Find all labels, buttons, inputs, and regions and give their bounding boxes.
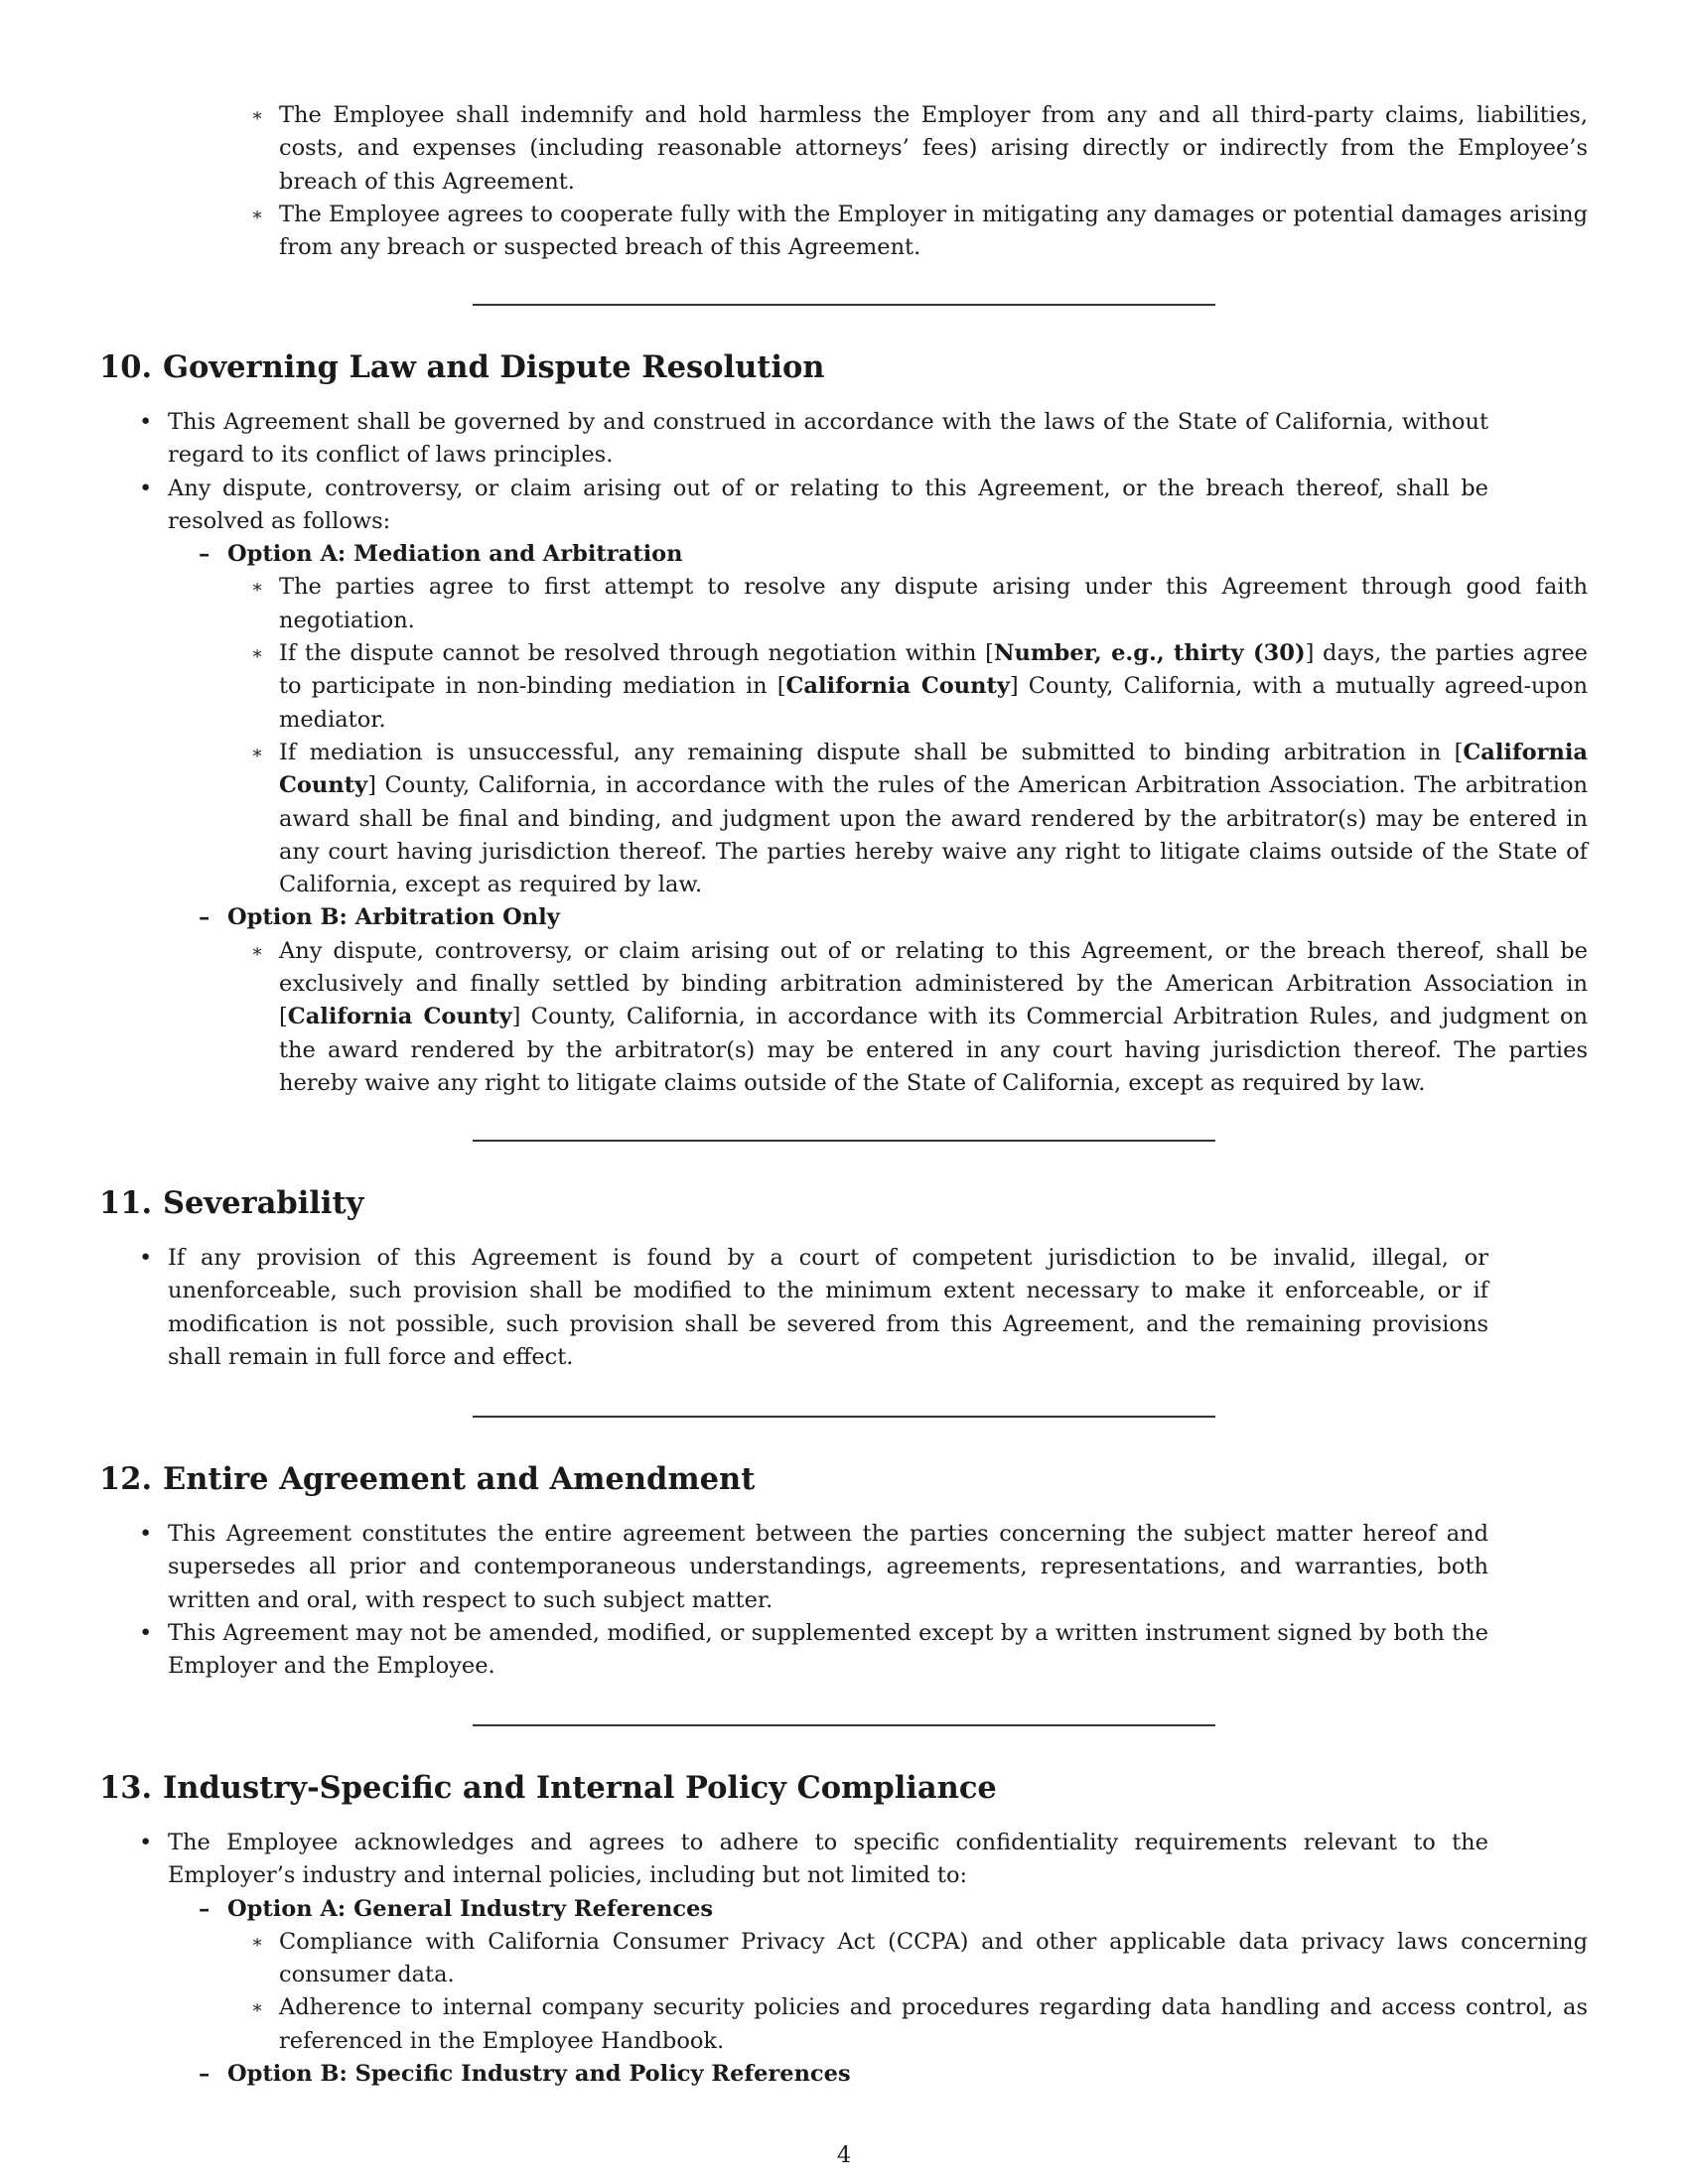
placeholder-number: Number, e.g., thirty (30)	[993, 640, 1306, 667]
list-item-text: The parties agree to first attempt to resolve any dispute arising under this Agreement through good faith negotiation.	[279, 574, 1588, 633]
continuation-list	[0, 99, 1688, 264]
section-title: Severability	[163, 1185, 364, 1221]
list-item-text: If mediation is unsuccessful, any remaining dispute shall be submitted to binding arbitration in [California County] County, California, in accordance with the rules of the American Arbitration Association. The arbitration award shall be final and binding, and judgment upon the award rendered by the arbitrator(s) may be entered in any court having jurisdiction thereof. The parties hereby waive any right to litigate claims outside of the State of California, except as required by law.	[279, 739, 1588, 898]
star-bullet: ∗	[251, 643, 264, 665]
bullet: •	[139, 1521, 153, 1547]
list-item-text: Any dispute, controversy, or claim arising out of or relating to this Agreement, or the breach thereof, shall be exclusively and finally settled by binding arbitration administered by the American Arbitration Association in [California County] County, California, in accordance with its Commercial Arbitration Rules, and judgment on the award rendered by the arbitrator(s) may be entered in any court having jurisdiction thereof. The parties hereby waive any right to litigate claims outside of the State of California, except as required by law.	[279, 937, 1588, 1096]
list-item-text: If any provision of this Agreement is found by a court of competent jurisdiction to be invalid, illegal, or unenforceable, such provision shall be modified to the minimum extent necessary to make it enforceable, or if modification is not possible, such provision shall be severed from this Agreement, and the remaining provisions shall remain in full force and effect.	[168, 1245, 1488, 1370]
section-divider	[473, 304, 1215, 306]
option-heading	[0, 2058, 1589, 2091]
bullet: •	[139, 1619, 153, 1646]
list-item	[0, 737, 1589, 901]
section-number: 10.	[99, 349, 153, 385]
option-title: Option B: Arbitration Only	[227, 904, 560, 931]
section-11-body	[0, 1242, 1688, 1374]
section-divider	[473, 1724, 1215, 1726]
placeholder-county: California County	[287, 1004, 512, 1030]
list-item	[0, 571, 1589, 637]
list-item-text: Compliance with California Consumer Privacy Act (CCPA) and other applicable data privacy laws concerning consumer data.	[279, 1928, 1588, 1988]
option-title: Option A: Mediation and Arbitration	[227, 541, 683, 568]
placeholder-county: California County	[785, 673, 1010, 700]
section-title: Industry-Specific and Internal Policy Compliance	[163, 1770, 997, 1806]
list-item-text: This Agreement shall be governed by and construed in accordance with the laws of the State of California, without regard to its conflict of laws principles.	[168, 409, 1488, 469]
bullet: •	[139, 1245, 153, 1271]
star-bullet: ∗	[251, 105, 264, 126]
section-number: 12.	[99, 1461, 153, 1497]
option-title: Option A: General Industry References	[227, 1895, 714, 1922]
option-heading	[0, 901, 1589, 934]
section-divider	[473, 1416, 1215, 1418]
star-bullet: ∗	[251, 1997, 264, 2019]
star-bullet: ∗	[251, 940, 264, 962]
section-title: Governing Law and Dispute Resolution	[163, 349, 825, 385]
option-title: Option B: Specific Industry and Policy References	[227, 2061, 851, 2088]
section-number: 13.	[99, 1770, 153, 1806]
list-item	[0, 1617, 1488, 1684]
list-item	[0, 1827, 1488, 1893]
list-item-text: This Agreement may not be amended, modified, or supplemented except by a written instrument signed by both the Employer and the Employee.	[168, 1619, 1488, 1680]
bullet: •	[139, 1830, 153, 1855]
section-heading-10	[99, 349, 824, 385]
star-bullet: ∗	[251, 204, 264, 225]
list-item	[0, 473, 1488, 539]
list-item-text: The Employee agrees to cooperate fully with the Employer in mitigating any damages or potential damages arising from any breach or suspected breach of this Agreement.	[279, 201, 1588, 261]
list-item	[0, 1926, 1589, 1992]
section-10-body	[0, 406, 1688, 1100]
section-12-body	[0, 1518, 1688, 1683]
list-item-text: Adherence to internal company security policies and procedures regarding data handling and access control, as referenced in the Employee Handbook.	[279, 1994, 1588, 2054]
section-heading-13	[99, 1770, 997, 1806]
section-heading-11	[99, 1185, 363, 1221]
bullet: •	[139, 475, 153, 501]
placeholder-county: California County	[279, 739, 1588, 799]
star-bullet: ∗	[251, 1931, 264, 1953]
dash-bullet: –	[199, 1895, 211, 1922]
list-item	[0, 406, 1488, 473]
list-item-text: If the dispute cannot be resolved through negotiation within [Number, e.g., thirty (30)] days, the parties agree to participate in non-binding mediation in [California County] County, California, with a mutually agreed-upon mediator.	[279, 640, 1588, 733]
dash-bullet: –	[199, 904, 211, 931]
list-item-text: Any dispute, controversy, or claim arising out of or relating to this Agreement, or the breach thereof, shall be resolved as follows:	[168, 475, 1488, 534]
list-item	[0, 199, 1589, 265]
option-heading	[0, 538, 1589, 571]
list-item	[0, 1518, 1488, 1617]
list-item	[0, 1991, 1589, 2058]
option-heading	[0, 1893, 1589, 1926]
section-number: 11.	[99, 1185, 153, 1221]
list-item	[0, 1242, 1488, 1374]
list-item	[0, 637, 1589, 737]
list-item	[0, 935, 1589, 1100]
list-item-text: This Agreement constitutes the entire agreement between the parties concerning the subject matter hereof and supersedes all prior and contemporaneous understandings, agreements, representations, and warranties, both written and oral, with respect to such subject matter.	[168, 1521, 1488, 1613]
list-item-text: The Employee shall indemnify and hold harmless the Employer from any and all third-party claims, liabilities, costs, and expenses (including reasonable attorneys’ fees) arising directly or indirectly from the Employee’s breach of this Agreement.	[279, 102, 1588, 195]
page-number: 4	[836, 2142, 852, 2168]
star-bullet: ∗	[251, 742, 264, 763]
dash-bullet: –	[199, 541, 211, 568]
dash-bullet: –	[199, 2061, 211, 2088]
section-title: Entire Agreement and Amendment	[163, 1461, 756, 1497]
list-item	[0, 99, 1589, 199]
star-bullet: ∗	[251, 577, 264, 599]
section-heading-12	[99, 1461, 755, 1497]
bullet: •	[139, 409, 153, 435]
list-item-text: The Employee acknowledges and agrees to adhere to specific confidentiality requirements relevant to the Employer’s industry and internal policies, including but not limited to:	[168, 1830, 1488, 1889]
section-13-body	[0, 1827, 1688, 2091]
section-divider	[473, 1140, 1215, 1142]
